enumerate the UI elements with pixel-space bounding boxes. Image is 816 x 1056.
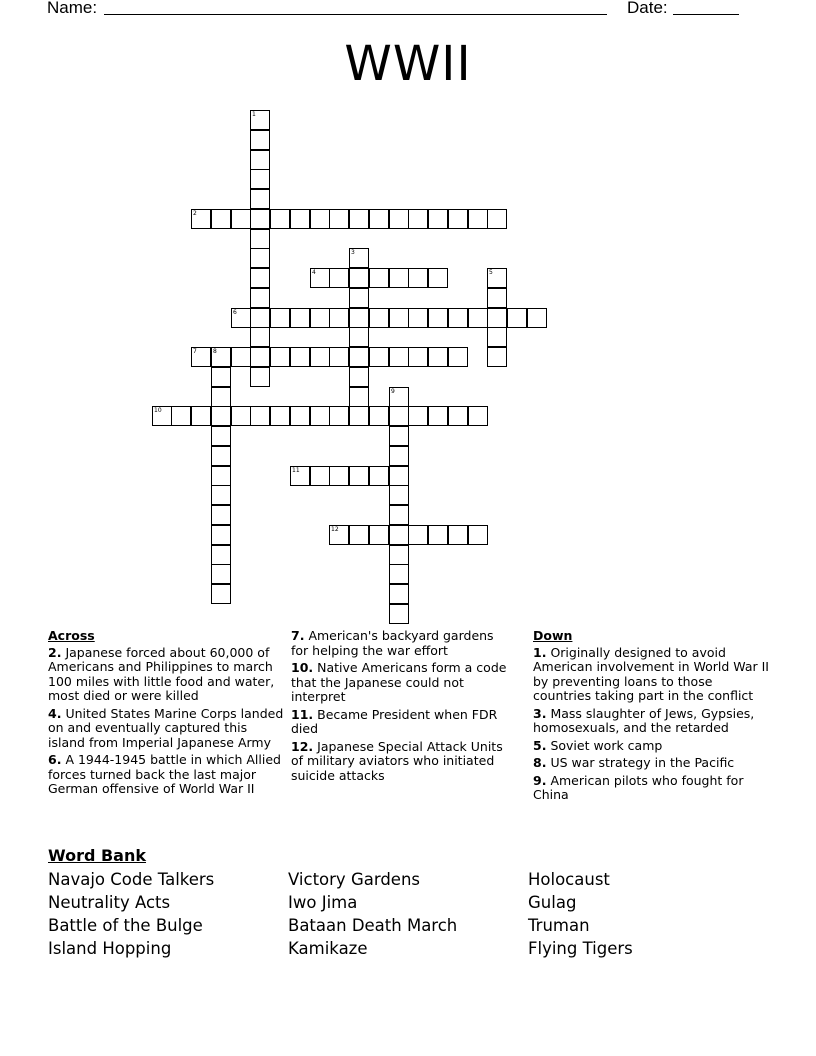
crossword-cell[interactable] — [250, 347, 270, 367]
crossword-cell[interactable] — [211, 485, 231, 505]
crossword-cell[interactable] — [487, 327, 507, 347]
page-title: WWII — [344, 36, 472, 92]
crossword-cell[interactable] — [349, 308, 369, 328]
crossword-cell[interactable] — [448, 406, 468, 426]
crossword-cell[interactable] — [250, 209, 270, 229]
crossword-cell[interactable] — [389, 584, 409, 604]
crossword-cell[interactable] — [408, 308, 428, 328]
crossword-cell[interactable] — [468, 406, 488, 426]
crossword-cell[interactable] — [250, 327, 270, 347]
crossword-cell[interactable] — [211, 406, 231, 426]
crossword-cell[interactable] — [250, 130, 270, 150]
word-bank-column-1 — [48, 868, 214, 960]
crossword-cell[interactable] — [290, 347, 310, 367]
crossword-cell[interactable] — [270, 209, 290, 229]
crossword-cell[interactable] — [389, 485, 409, 505]
crossword-cell[interactable] — [250, 268, 270, 288]
crossword-cell[interactable] — [389, 426, 409, 446]
word-bank-title: Word Bank — [48, 846, 147, 865]
word-bank-column-3 — [528, 868, 633, 960]
crossword-cell[interactable] — [191, 209, 211, 229]
crossword-cell[interactable] — [152, 406, 172, 426]
crossword-cell[interactable] — [389, 545, 409, 565]
crossword-cell[interactable] — [428, 268, 448, 288]
cell-number: 9 — [391, 388, 395, 395]
word-bank-item: Bataan Death March — [288, 916, 458, 935]
crossword-cell[interactable] — [408, 347, 428, 367]
crossword-cell[interactable] — [211, 545, 231, 565]
crossword-cell[interactable] — [468, 308, 488, 328]
word-bank-item: Neutrality Acts — [48, 893, 171, 912]
down-heading: Down — [533, 628, 573, 643]
crossword-cell[interactable] — [329, 525, 349, 545]
crossword-cell[interactable] — [290, 406, 310, 426]
crossword-cell[interactable] — [329, 209, 349, 229]
cell-number: 5 — [489, 269, 493, 276]
clue-across-10: 10. Native Americans form a code that the Japanese could not interpret — [291, 660, 507, 704]
cell-number: 12 — [331, 526, 339, 533]
crossword-cell[interactable] — [349, 288, 369, 308]
crossword-cell[interactable] — [329, 347, 349, 367]
clue-across-12: 12. Japanese Special Attack Units of military aviators who initiated suicide attacks — [291, 738, 503, 783]
crossword-cell[interactable] — [487, 268, 507, 288]
crossword-cell[interactable] — [408, 406, 428, 426]
crossword-cell[interactable] — [389, 604, 409, 624]
across-clues-col-2 — [291, 629, 507, 786]
crossword-cell[interactable] — [329, 308, 349, 328]
crossword-cell[interactable] — [428, 525, 448, 545]
crossword-cell[interactable] — [389, 308, 409, 328]
crossword-cell[interactable] — [270, 406, 290, 426]
clue-down-5: 5. Soviet work camp — [533, 737, 663, 753]
clue-across-2: 2. Japanese forced about 60,000 of Americans and Philippines to march 100 miles with little food and water, most died or were killed — [48, 644, 275, 703]
crossword-cell[interactable] — [389, 564, 409, 584]
crossword-cell[interactable] — [310, 466, 330, 486]
crossword-cell[interactable] — [369, 268, 389, 288]
crossword-cell[interactable] — [389, 505, 409, 525]
crossword-cell[interactable] — [250, 150, 270, 170]
crossword-cell[interactable] — [448, 209, 468, 229]
crossword-cell[interactable] — [389, 209, 409, 229]
crossword-cell[interactable] — [428, 308, 448, 328]
crossword-cell[interactable] — [211, 564, 231, 584]
crossword-cell[interactable] — [389, 406, 409, 426]
crossword-cell[interactable] — [349, 387, 369, 407]
crossword-cell[interactable] — [211, 446, 231, 466]
clue-across-4: 4. United States Marine Corps landed on and eventually captured this island from Imperial Japanese Army — [48, 705, 284, 750]
crossword-cell[interactable] — [250, 367, 270, 387]
crossword-cell[interactable] — [250, 169, 270, 189]
crossword-cell[interactable] — [310, 406, 330, 426]
crossword-cell[interactable] — [349, 347, 369, 367]
clue-across-7: 7. American's backyard gardens for helping the war effort — [291, 628, 494, 658]
word-bank-column-2 — [288, 868, 457, 960]
crossword-cell[interactable] — [231, 347, 251, 367]
clue-down-8: 8. US war strategy in the Pacific — [533, 755, 735, 770]
crossword-cell[interactable] — [389, 466, 409, 486]
crossword-cell[interactable] — [211, 505, 231, 525]
crossword-cell[interactable] — [527, 308, 547, 328]
cell-number: 7 — [193, 348, 197, 355]
crossword-cell[interactable] — [487, 347, 507, 367]
crossword-cell[interactable] — [408, 268, 428, 288]
crossword-cell[interactable] — [369, 308, 389, 328]
crossword-cell[interactable] — [369, 209, 389, 229]
clue-down-3: 3. Mass slaughter of Jews, Gypsies, homosexuals, and the retarded — [533, 705, 755, 735]
crossword-cell[interactable] — [408, 525, 428, 545]
cell-number: 2 — [193, 210, 197, 217]
word-bank-item: Kamikaze — [288, 939, 368, 958]
crossword-cell[interactable] — [349, 367, 369, 387]
crossword-cell[interactable] — [448, 525, 468, 545]
crossword-cell[interactable] — [290, 466, 310, 486]
crossword-cell[interactable] — [250, 189, 270, 209]
crossword-cell[interactable] — [171, 406, 191, 426]
crossword-cell[interactable] — [487, 288, 507, 308]
word-bank-item: Iwo Jima — [288, 893, 358, 912]
cell-number: 8 — [213, 348, 217, 355]
crossword-cell[interactable] — [231, 406, 251, 426]
crossword-cell[interactable] — [211, 347, 231, 367]
crossword-cell[interactable] — [369, 525, 389, 545]
crossword-cell[interactable] — [507, 308, 527, 328]
cell-number: 3 — [351, 249, 355, 256]
crossword-cell[interactable] — [231, 209, 251, 229]
crossword-cell[interactable] — [389, 347, 409, 367]
crossword-cell[interactable] — [369, 466, 389, 486]
crossword-cell[interactable] — [270, 308, 290, 328]
crossword-cell[interactable] — [349, 268, 369, 288]
crossword-cell[interactable] — [329, 406, 349, 426]
crossword-cell[interactable] — [329, 466, 349, 486]
crossword-cell[interactable] — [250, 229, 270, 249]
clue-across-6: 6. A 1944-1945 battle in which Allied forces turned back the last major German offensive of World War II — [48, 752, 281, 796]
down-clues-col — [533, 629, 769, 806]
crossword-cell[interactable] — [290, 209, 310, 229]
crossword-cell[interactable] — [211, 367, 231, 387]
word-bank-item: Navajo Code Talkers — [48, 870, 215, 889]
crossword-cell[interactable] — [349, 406, 369, 426]
crossword-cell[interactable] — [191, 406, 211, 426]
word-bank-item: Gulag — [528, 893, 577, 912]
crossword-cell[interactable] — [250, 110, 270, 130]
crossword-cell[interactable] — [211, 584, 231, 604]
crossword-cell[interactable] — [310, 268, 330, 288]
cell-number: 6 — [233, 309, 237, 316]
clue-down-9: 9. American pilots who fought for China — [533, 772, 744, 802]
crossword-cell[interactable] — [448, 308, 468, 328]
crossword-cell[interactable] — [349, 525, 369, 545]
word-bank-item: Flying Tigers — [528, 939, 633, 958]
crossword-cell[interactable] — [250, 406, 270, 426]
cell-number: 1 — [252, 111, 256, 118]
crossword-cell[interactable] — [369, 406, 389, 426]
crossword-cell[interactable] — [250, 308, 270, 328]
crossword-cell[interactable] — [250, 288, 270, 308]
crossword-cell[interactable] — [468, 209, 488, 229]
word-bank-item: Victory Gardens — [288, 870, 421, 889]
name-label: Name: — [47, 0, 98, 17]
crossword-cell[interactable] — [290, 308, 310, 328]
crossword-cell[interactable] — [329, 268, 349, 288]
crossword-cell[interactable] — [487, 308, 507, 328]
clue-across-11: 11. Became President when FDR died — [291, 706, 498, 736]
crossword-cell[interactable] — [428, 406, 448, 426]
crossword-cell[interactable] — [369, 347, 389, 367]
crossword-cell[interactable] — [310, 308, 330, 328]
crossword-cell[interactable] — [428, 209, 448, 229]
cell-number: 11 — [292, 467, 300, 474]
clue-down-1: 1. Originally designed to avoid American involvement in World War II by preventing loans to those countries taking part in the conflict — [533, 644, 769, 703]
crossword-cell[interactable] — [389, 268, 409, 288]
crossword-cell[interactable] — [389, 525, 409, 545]
word-bank-item: Battle of the Bulge — [48, 916, 203, 935]
across-clues-col-1 — [48, 629, 284, 800]
across-heading: Across — [48, 628, 95, 643]
crossword-cell[interactable] — [428, 347, 448, 367]
crossword-cell[interactable] — [211, 525, 231, 545]
crossword-cell[interactable] — [487, 209, 507, 229]
crossword-cell[interactable] — [191, 347, 211, 367]
crossword-cell[interactable] — [310, 209, 330, 229]
crossword-cell[interactable] — [389, 387, 409, 407]
crossword-cell[interactable] — [270, 347, 290, 367]
crossword-cell[interactable] — [389, 446, 409, 466]
crossword-cell[interactable] — [211, 426, 231, 446]
crossword-cell[interactable] — [310, 347, 330, 367]
crossword-cell[interactable] — [211, 209, 231, 229]
word-bank-item: Island Hopping — [48, 939, 172, 958]
crossword-cell[interactable] — [448, 347, 468, 367]
crossword-cell[interactable] — [211, 466, 231, 486]
crossword-cell[interactable] — [408, 209, 428, 229]
crossword-cell[interactable] — [349, 248, 369, 268]
crossword-cell[interactable] — [211, 387, 231, 407]
crossword-cell[interactable] — [231, 308, 251, 328]
word-bank-item: Truman — [528, 916, 590, 935]
crossword-cell[interactable] — [250, 248, 270, 268]
crossword-cell[interactable] — [349, 209, 369, 229]
crossword-cell[interactable] — [468, 525, 488, 545]
crossword-cell[interactable] — [349, 327, 369, 347]
cell-number: 4 — [312, 269, 316, 276]
date-label: Date: — [627, 0, 668, 17]
cell-number: 10 — [154, 407, 162, 414]
crossword-cell[interactable] — [349, 466, 369, 486]
word-bank-item: Holocaust — [528, 870, 610, 889]
